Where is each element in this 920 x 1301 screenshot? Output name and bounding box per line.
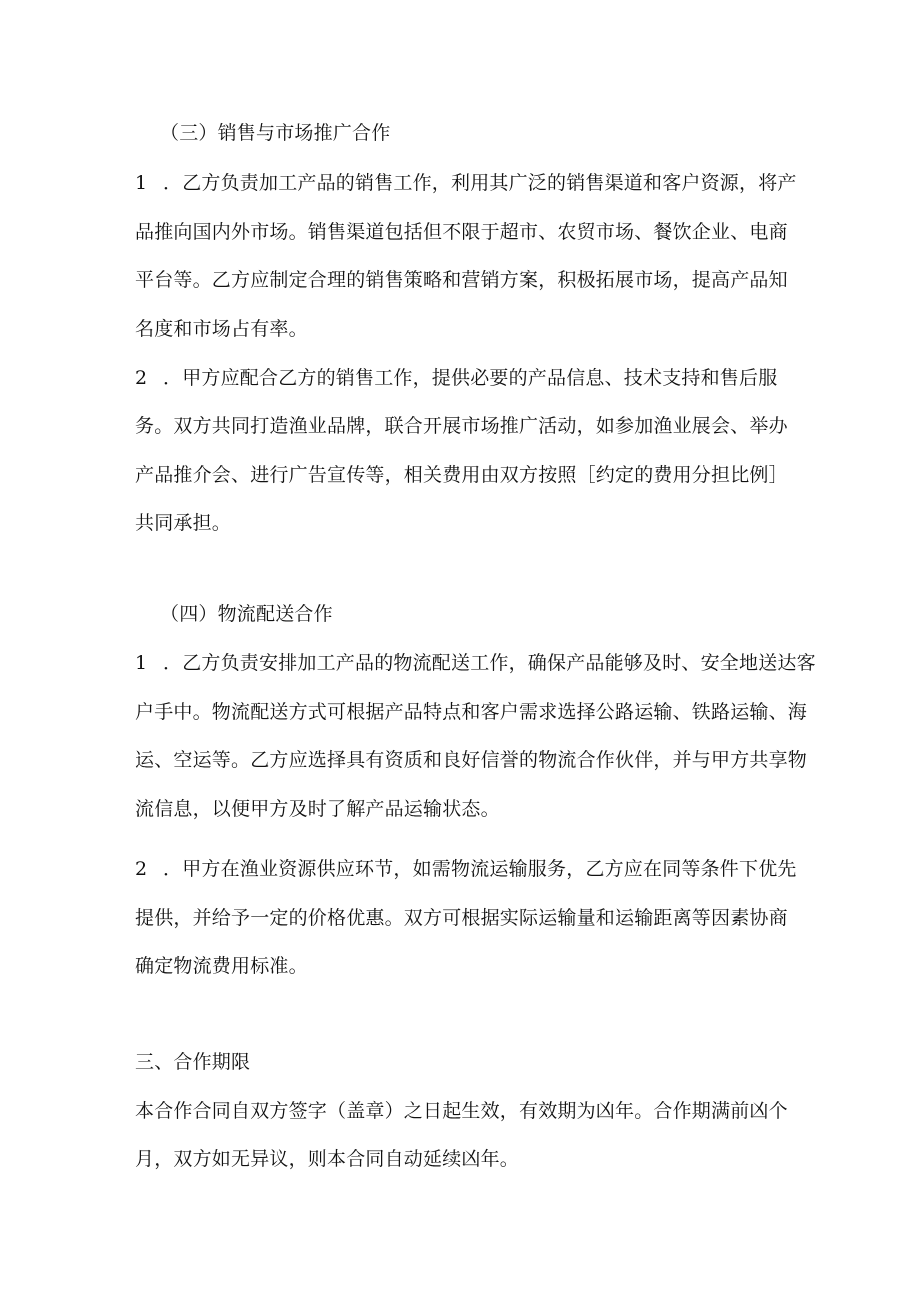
paragraph-line: 户手中。物流配送方式可根据产品特点和客户需求选择公路运输、铁路运输、海 xyxy=(135,701,808,723)
section-heading-sales: （三）销售与市场推广合作 xyxy=(160,122,391,144)
paragraph-line xyxy=(135,171,797,195)
paragraph-line: 流信息，以便甲方及时了解产品运输状态。 xyxy=(135,798,500,820)
item-number: 2 xyxy=(135,858,148,880)
paragraph-line: 确定物流费用标准。 xyxy=(135,955,308,977)
paragraph-text: ．甲方在渔业资源供应环节，如需物流运输服务，乙方应在同等条件下优先 xyxy=(163,858,797,880)
paragraph-line: 运、空运等。乙方应选择具有资质和良好信誉的物流合作伙伴，并与甲方共享物 xyxy=(135,749,808,771)
paragraph-line: 月，双方如无异议，则本合同自动延续凶年。 xyxy=(135,1148,520,1170)
paragraph-line: 提供，并给予一定的价格优惠。双方可根据实际运输量和运输距离等因素协商 xyxy=(135,907,788,929)
paragraph-line: 务。双方共同打造渔业品牌，联合开展市场推广活动，如参加渔业展会、举办 xyxy=(135,415,788,437)
section-heading-logistics: （四）物流配送合作 xyxy=(160,603,333,625)
paragraph-line xyxy=(135,651,816,675)
item-number: 2 xyxy=(135,367,148,389)
paragraph-line: 本合作合同自双方签字（盖章）之日起生效，有效期为凶年。合作期满前凶个 xyxy=(135,1100,788,1122)
item-number: 1 xyxy=(135,652,148,674)
paragraph-line: 名度和市场占有率。 xyxy=(135,318,308,340)
paragraph-text: ．乙方负责加工产品的销售工作，利用其广泛的销售渠道和客户资源，将产 xyxy=(163,172,797,194)
paragraph-line: 品推向国内外市场。销售渠道包括但不限于超市、农贸市场、餐饮企业、电商 xyxy=(135,221,788,243)
paragraph-line: 平台等。乙方应制定合理的销售策略和营销方案，积极拓展市场，提高产品知 xyxy=(135,269,788,291)
item-number: 1 xyxy=(135,172,148,194)
paragraph-line: 共同承担。 xyxy=(135,512,232,534)
paragraph-text: ．甲方应配合乙方的销售工作，提供必要的产品信息、技术支持和售后服 xyxy=(163,367,778,389)
paragraph-line xyxy=(135,366,777,390)
article-heading-term: 三、合作期限 xyxy=(135,1051,251,1073)
paragraph-line xyxy=(135,857,797,881)
paragraph-text: ．乙方负责安排加工产品的物流配送工作，确保产品能够及时、安全地送达客 xyxy=(163,652,816,674)
paragraph-line: 产品推介会、进行广告宣传等，相关费用由双方按照［约定的费用分担比例］ xyxy=(135,464,788,486)
